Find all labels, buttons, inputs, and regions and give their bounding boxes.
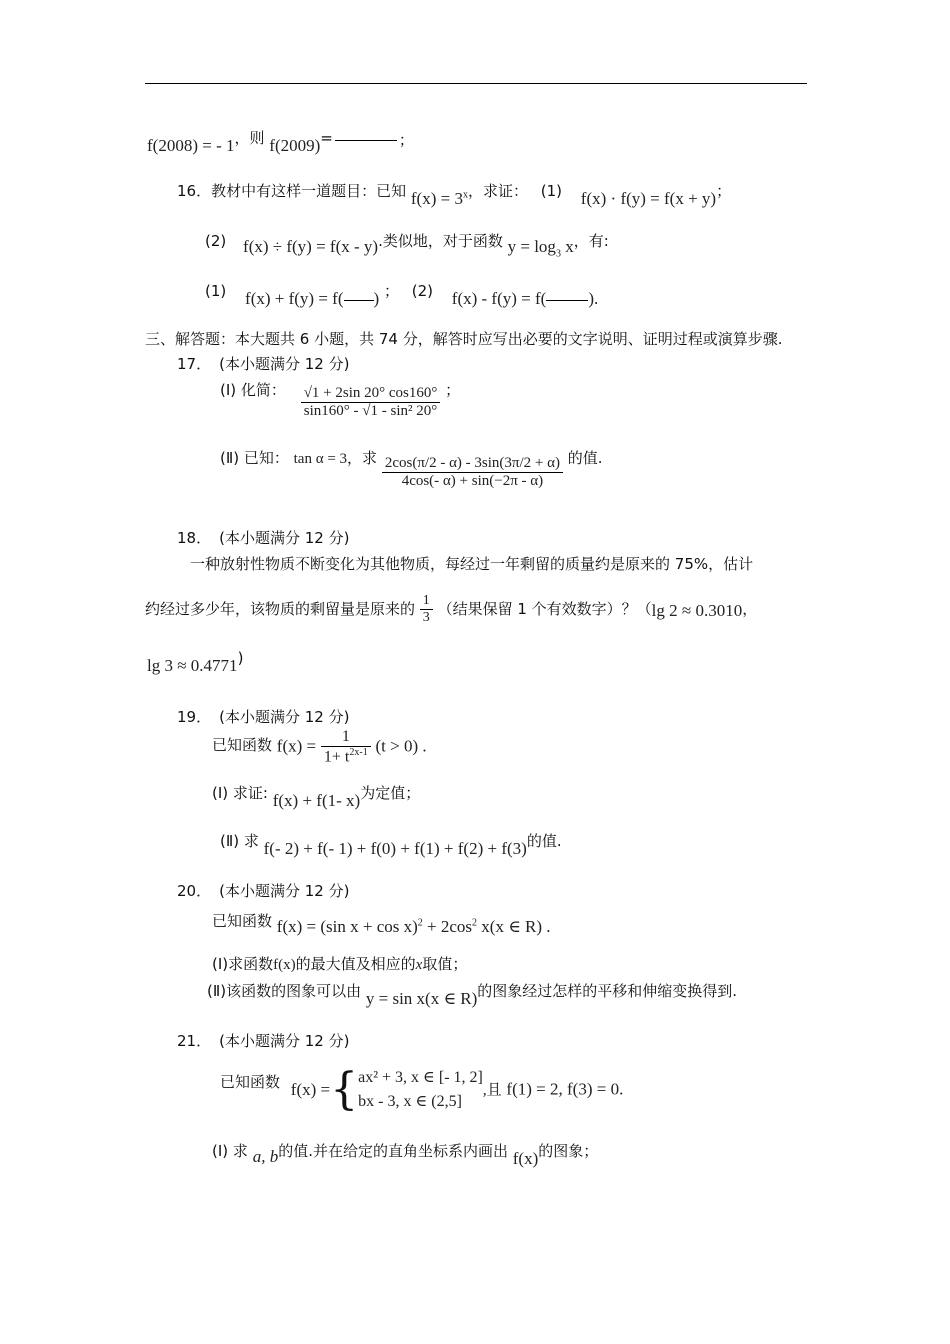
q20-p1-b: 的最大值及相应的 [295, 955, 416, 973]
q15-eq1: f(2008) = - 1 [147, 136, 235, 155]
q17-header [177, 353, 349, 374]
q16-func-x: x [560, 237, 574, 256]
q18-frac-den: 3 [420, 609, 433, 626]
q20-header [177, 880, 349, 901]
q16-a2-label: (2) [411, 282, 433, 300]
q20-p1: (Ⅰ)求函数 [212, 955, 274, 973]
q17-p1-semi: ； [445, 381, 461, 399]
q16-func-sub: 3 [555, 248, 561, 260]
q19-f-lhs: f(x) = [276, 736, 317, 756]
q19-fraction [321, 728, 371, 766]
q20-part2 [207, 980, 738, 1008]
q21-p1-label: (Ⅰ) 求 [212, 1142, 248, 1160]
q16-a2-blank[interactable] [546, 300, 588, 301]
q21-and: ,且 [482, 1082, 502, 1099]
q16-a2-eq: f(x) - f(y) = f( [451, 289, 547, 308]
q19-p2-tail: 的值. [526, 832, 562, 850]
q18-line2b: （结果保留 1 个有效数字）？（ [437, 600, 652, 618]
q17-p1-fraction [301, 385, 441, 420]
q15-semicolon: ； [398, 131, 414, 149]
q21-p1-mid: 的值.并在给定的直角坐标系内画出 [278, 1142, 508, 1160]
q18-header [177, 527, 349, 548]
q17-p2-label: (Ⅱ) 已知： [220, 449, 289, 467]
q15-tail [147, 129, 414, 156]
q19-given [212, 728, 427, 766]
q15-comma-ze: ，则 [234, 129, 265, 147]
q20-number: 20． [177, 882, 212, 900]
q20-p2: (Ⅱ)该函数的图象可以由 [207, 982, 362, 1000]
q15-eq2: f(2009) [269, 136, 321, 155]
q18-number: 18． [177, 529, 212, 547]
q19-p1-label: (Ⅰ) 求证: [212, 784, 268, 802]
q19-p1-expr: f(x) + f(1- x) [272, 791, 361, 810]
q18-score: (本小题满分 12 分) [219, 529, 350, 547]
q19-f-den-sup: 2x-1 [349, 747, 368, 758]
q17-number: 17． [177, 355, 212, 373]
q16-p2-eq: f(x) ÷ f(y) = f(x - y) [243, 237, 379, 256]
q21-header [177, 1030, 349, 1051]
q17-part2 [220, 449, 603, 490]
q19-number: 19． [177, 708, 212, 726]
q21-case1: ax² + 3, x ∈ [- 1, 2] [358, 1069, 483, 1086]
q16-line2 [205, 230, 609, 260]
q20-f-expr2: + 2cos [422, 917, 473, 936]
q20-given [212, 910, 551, 936]
q20-p2-tail: 的图象经过怎样的平移和伸缩变换得到. [477, 982, 738, 1000]
q18-close: ) [237, 649, 244, 667]
q19-p2-label: (Ⅱ) 求 [220, 832, 259, 850]
q21-cond: f(1) = 2, f(3) = 0. [506, 1079, 624, 1099]
q18-lg2: lg 2 ≈ 0.3010 [651, 601, 743, 620]
q18-line2 [145, 593, 757, 626]
q20-f-expr: f(x) = (sin x + cos x) [276, 917, 418, 936]
q19-f-num: 1 [321, 728, 371, 747]
q16-p2-label: (2) [205, 232, 227, 250]
q17-p2-given: tan α = 3 [293, 451, 348, 467]
q16-number: 16． [177, 182, 212, 200]
q16-intro: 教材中有这样一道题目：已知 [211, 182, 407, 200]
q16-a1-close: ) [373, 289, 380, 308]
q17-score: (本小题满分 12 分) [219, 355, 350, 373]
q17-p2-fraction [382, 455, 563, 490]
q20-p1-c: 取值； [422, 955, 468, 973]
q21-number: 21． [177, 1032, 212, 1050]
q18-fraction [420, 593, 433, 626]
q21-part1 [212, 1140, 599, 1168]
q17-p1-label: (Ⅰ) 化简： [220, 381, 286, 399]
section-3-heading: 三、解答题：本大题共 6 小题，共 74 分，解答时应写出必要的文字说明、证明过程或演算步骤. [145, 330, 783, 348]
q16-semi: ； [716, 182, 732, 200]
q16-a1-blank[interactable] [344, 300, 374, 301]
q18-line2a: 约经过多少年，该物质的剩留量是原来的 [145, 600, 416, 618]
q16-analog: .类似地，对于函数 [378, 232, 503, 250]
q21-f-lhs: f(x) = [290, 1079, 331, 1099]
q19-part2 [220, 830, 562, 858]
q16-line1 [177, 180, 732, 208]
q16-prove: ，求证： [467, 182, 528, 200]
q16-func: y = log [507, 237, 556, 256]
q16-given: f(x) = 3 [410, 189, 463, 208]
header-rule [145, 83, 807, 84]
q20-p2-expr: y = sin x(x ∈ R) [365, 989, 478, 1008]
q19-p2-expr: f(- 2) + f(- 1) + f(0) + f(1) + f(2) + f(3) [263, 839, 527, 858]
q21-given-label: 已知函数 [220, 1072, 281, 1091]
q16-a1-eq: f(x) + f(y) = f( [245, 289, 344, 308]
q17-part1 [220, 381, 461, 420]
q21-cases [358, 1066, 483, 1114]
q20-f-expr3: x(x ∈ R) . [477, 917, 551, 936]
q19-header [177, 706, 349, 727]
q20-score: (本小题满分 12 分) [219, 882, 350, 900]
q20-p1-x: x [415, 957, 423, 973]
q16-line3 [205, 280, 599, 308]
q18-comma: ， [742, 600, 758, 618]
q21-given [220, 1066, 623, 1114]
q17-p2-ask: ，求 [347, 449, 378, 467]
q16-given-sup: x [462, 189, 468, 201]
q21-case2: bx - 3, x ∈ (2,5] [358, 1093, 462, 1110]
q21-p1-f: f(x) [512, 1149, 539, 1168]
q16-a2-close: ). [588, 289, 599, 308]
q21-score: (本小题满分 12 分) [219, 1032, 350, 1050]
q18-line3 [147, 649, 244, 676]
q20-f-sup2: 2 [472, 917, 478, 929]
q17-p1-denominator: sin160° - √1 - sin² 20° [303, 403, 438, 419]
q21-brace: { [330, 1064, 359, 1115]
q21-p1-tail: 的图象； [538, 1142, 599, 1160]
q17-p1-numerator: √1 + 2sin 20° cos160° [301, 385, 441, 403]
q16-have: ，有: [573, 232, 609, 250]
q17-p2-tail: 的值. [567, 449, 603, 467]
q18-line1: 一种放射性物质不断变化为其他物质，每经过一年剩留的质量约是原来的 75%，估计 [190, 555, 754, 573]
q19-score: (本小题满分 12 分) [219, 708, 350, 726]
q19-f-cond: (t > 0) . [375, 736, 427, 756]
q18-frac-num: 1 [422, 593, 430, 608]
q16-p1-eq: f(x) · f(y) = f(x + y) [580, 189, 717, 208]
q19-f-den: 1+ t [323, 748, 350, 766]
q16-a1-label: (1) [205, 282, 227, 300]
q19-given-label: 已知函数 [212, 735, 273, 754]
q20-f-sup: 2 [417, 917, 423, 929]
q19-part1 [212, 782, 421, 810]
q19-p1-tail: 为定值； [360, 784, 421, 802]
q21-p1-ab: a, b [252, 1147, 279, 1166]
q15-eq-sign: = [320, 129, 333, 147]
q17-p2-numerator: 2cos(π/2 - α) - 3sin(3π/2 + α) [382, 455, 563, 473]
q18-lg3: lg 3 ≈ 0.4771 [147, 656, 238, 675]
q17-p2-denominator: 4cos(- α) + sin(−2π - α) [401, 473, 544, 489]
q20-given-label: 已知函数 [212, 912, 273, 930]
q16-p1-label: (1) [540, 182, 563, 200]
q20-part1 [212, 953, 467, 974]
q16-a1-semi: ； [383, 282, 399, 300]
q15-answer-blank[interactable] [335, 140, 397, 141]
q20-p1-f: f(x) [273, 957, 296, 973]
